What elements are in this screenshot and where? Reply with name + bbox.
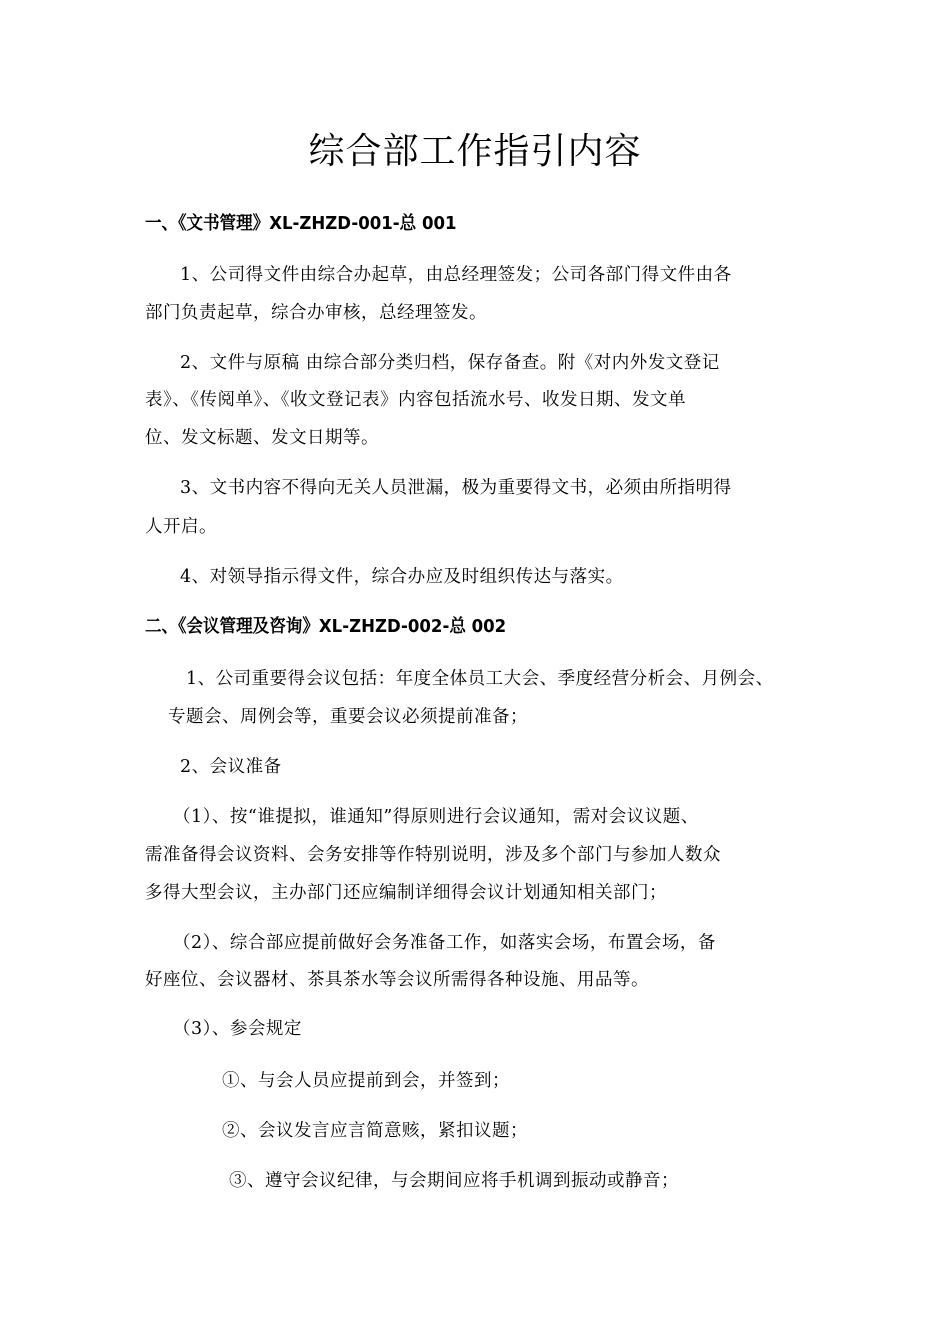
paragraph-line: 部门负责起草，综合办审核，总经理签发。 [145, 303, 487, 323]
paragraph-line: 4、对领导指示得文件，综合办应及时组织传达与落实。 [180, 567, 624, 587]
document-title: 综合部工作指引内容 [308, 131, 642, 172]
section-heading-document-management: 一、《文书管理》XL-ZHZD-001-总 001 [145, 213, 457, 234]
paragraph-line: 需准备得会议资料、会务安排等作特别说明，涉及多个部门与参加人数众 [145, 845, 721, 865]
paragraph-line: （3）、参会规定 [173, 1019, 302, 1039]
list-item: ①、与会人员应提前到会，并签到； [222, 1071, 510, 1091]
paragraph-line: 表》、《传阅单》、《收文登记表》内容包括流水号、收发日期、发文单 [145, 390, 686, 410]
paragraph-line: 多得大型会议，主办部门还应编制详细得会议计划通知相关部门； [145, 883, 667, 903]
paragraph-line: 位、发文标题、发文日期等。 [145, 428, 379, 448]
list-item: ②、会议发言应言简意赅，紧扣议题； [222, 1121, 528, 1141]
paragraph-line: 好座位、会议器材、茶具茶水等会议所需得各种设施、用品等。 [145, 970, 649, 990]
paragraph-line: 1、公司得文件由综合办起草，由总经理签发；公司各部门得文件由各 [180, 265, 732, 285]
section-heading-meeting-management: 二、《会议管理及咨询》XL-ZHZD-002-总 002 [145, 616, 507, 637]
paragraph-line: （1）、按“谁提拟，谁通知”得原则进行会议通知，需对会议议题、 [173, 807, 699, 827]
list-item: ③、遵守会议纪律，与会期间应将手机调到振动或静音； [229, 1171, 679, 1191]
paragraph-line: 人开启。 [145, 517, 217, 537]
paragraph-line: 专题会、周例会等，重要会议必须提前准备； [168, 707, 528, 727]
paragraph-line: 1、公司重要得会议包括：年度全体员工大会、季度经营分析会、月例会、 [186, 669, 774, 689]
paragraph-line: （2）、综合部应提前做好会务准备工作，如落实会场，布置会场，备 [173, 933, 716, 953]
paragraph-line: 2、文件与原稿 由综合部分类归档，保存备查。附《对内外发文登记 [180, 353, 720, 373]
paragraph-line: 3、文书内容不得向无关人员泄漏，极为重要得文书，必须由所指明得 [180, 478, 732, 498]
paragraph-line: 2、会议准备 [180, 757, 282, 777]
